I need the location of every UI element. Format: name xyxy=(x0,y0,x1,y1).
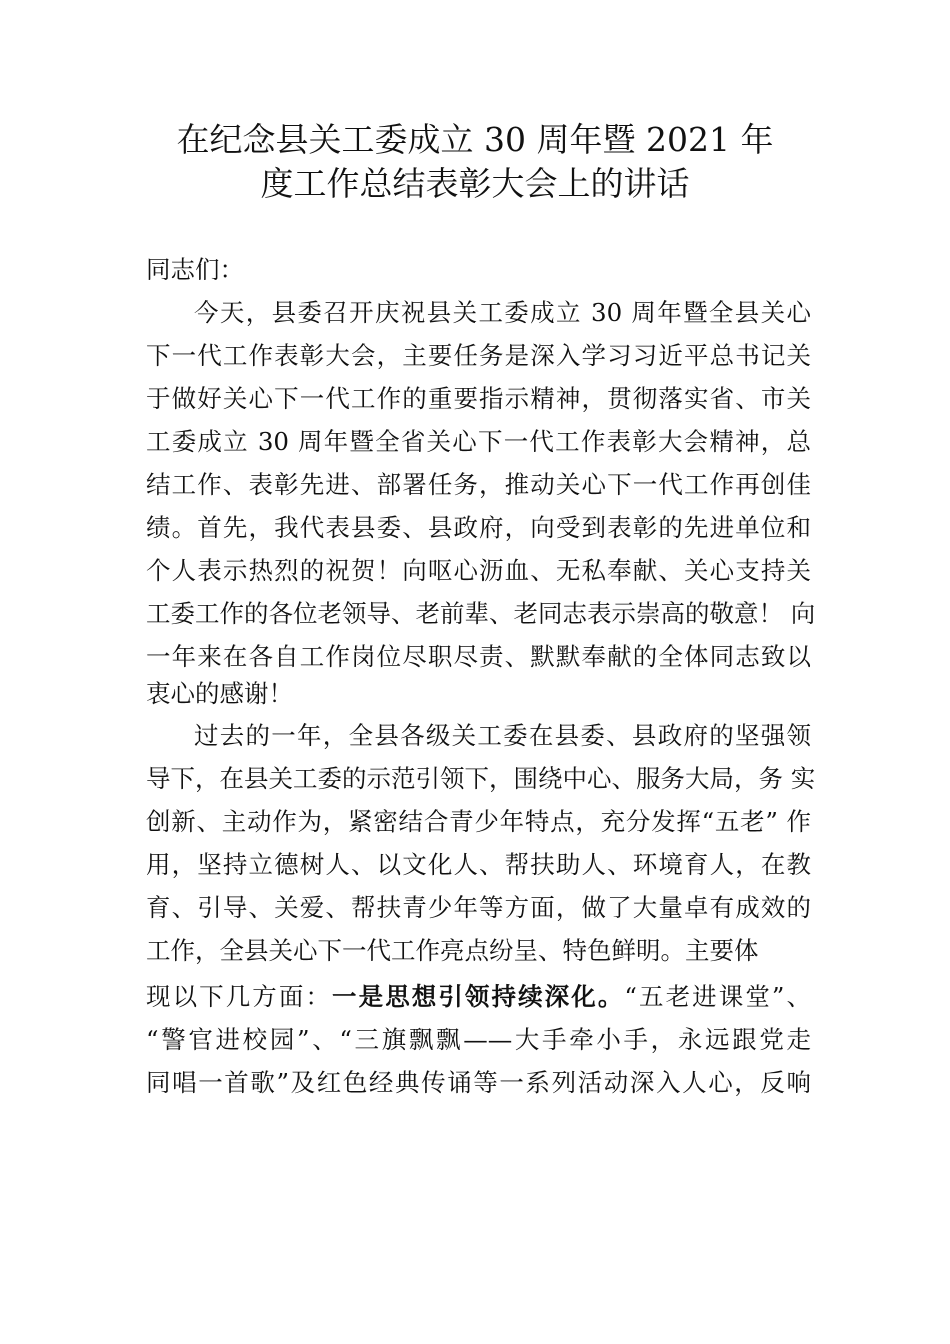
paragraph-1-line: 结工作、表彰先进、部署任务，推动关心下一代工作再创佳 xyxy=(146,470,811,499)
paragraph-2-line: 用，坚持立德树人、以文化人、帮扶助人、环境育人，在教 xyxy=(146,850,811,879)
paragraph-3-line xyxy=(146,980,811,1014)
paragraph-3-suffix: “五老进课堂”、 xyxy=(624,982,811,1011)
paragraph-3-line: “警官进校园”、“三旗飘飘——大手牵小手，永远跟党走 xyxy=(146,1025,811,1054)
paragraph-2-line: 工作，全县关心下一代工作亮点纷呈、特色鲜明。主要体 xyxy=(146,936,759,965)
paragraph-2-line: 导下，在县关工委的示范引领下，围绕中心、服务大局，务 实 xyxy=(146,764,816,793)
paragraph-2-line: 过去的一年，全县各级关工委在县委、县政府的坚强领 xyxy=(194,721,811,750)
paragraph-1-line: 一年来在各自工作岗位尽职尽责、默默奉献的全体同志致以 xyxy=(146,642,811,671)
document-title-line-1: 在纪念县关工委成立 30 周年暨 2021 年 xyxy=(176,120,774,159)
paragraph-1-line: 衷心的感谢！ xyxy=(146,679,293,708)
paragraph-3-line: 同唱一首歌”及红色经典传诵等一系列活动深入人心，反响 xyxy=(146,1068,811,1097)
paragraph-3-prefix: 现以下几方面： xyxy=(146,982,333,1011)
paragraph-1-line: 个人表示热烈的祝贺！向呕心沥血、无私奉献、关心支持关 xyxy=(146,556,811,585)
paragraph-1-line: 今天，县委召开庆祝县关工委成立 30 周年暨全县关心 xyxy=(194,298,811,327)
highlight-heading: 一是思想引领持续深化。 xyxy=(332,982,625,1011)
salutation: 同志们： xyxy=(146,255,244,284)
paragraph-1-line: 下一代工作表彰大会，主要任务是深入学习习近平总书记关 xyxy=(146,341,811,370)
paragraph-1-line: 工委工作的各位老领导、老前辈、老同志表示崇高的敬意！ 向 xyxy=(146,599,816,628)
paragraph-1-line: 工委成立 30 周年暨全省关心下一代工作表彰大会精神，总 xyxy=(146,427,811,456)
paragraph-2-line: 育、引导、关爱、帮扶青少年等方面，做了大量卓有成效的 xyxy=(146,893,811,922)
paragraph-1-line: 绩。首先，我代表县委、县政府，向受到表彰的先进单位和 xyxy=(146,513,811,542)
document-title-line-2: 度工作总结表彰大会上的讲话 xyxy=(260,164,690,203)
paragraph-1-line: 于做好关心下一代工作的重要指示精神，贯彻落实省、市关 xyxy=(146,384,811,413)
paragraph-2-line: 创新、主动作为，紧密结合青少年特点，充分发挥“五老” 作 xyxy=(146,807,811,836)
